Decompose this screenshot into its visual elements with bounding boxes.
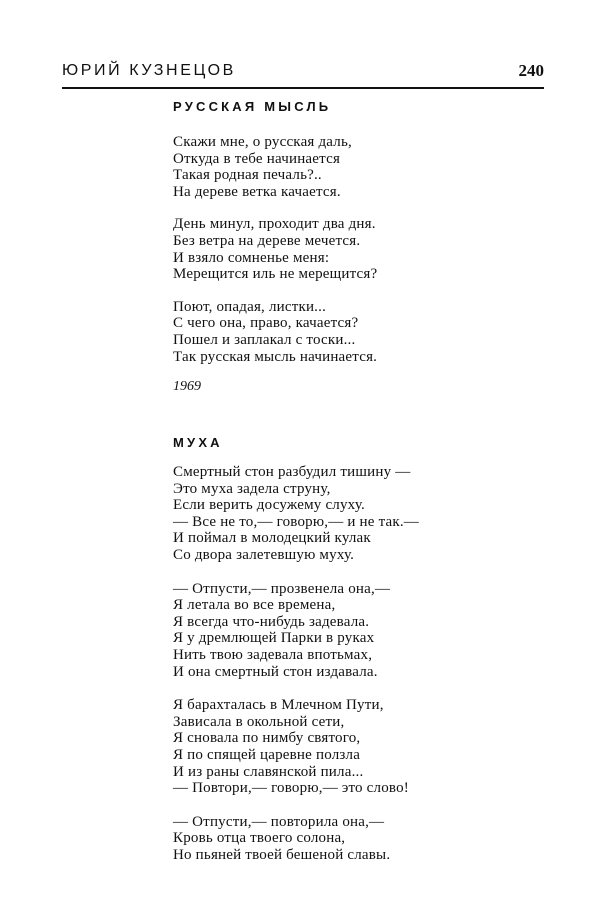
running-head-author: ЮРИЙ КУЗНЕЦОВ bbox=[62, 62, 236, 79]
stanza bbox=[173, 299, 473, 365]
verse-line: Зависала в окольной сети, bbox=[173, 713, 345, 730]
verse-line: С чего она, право, качается? bbox=[173, 315, 359, 332]
verse-line: — Все не то,— говорю,— и не так.— bbox=[173, 513, 420, 530]
verse-line: Скажи мне, о русская даль, bbox=[173, 134, 352, 150]
stanza bbox=[173, 216, 473, 282]
verse-line: — Отпусти,— повторила она,— bbox=[173, 813, 385, 830]
verse-line: Я летала во все времена, bbox=[173, 597, 336, 614]
stanza bbox=[173, 814, 473, 864]
verse-line: — Отпусти,— прозвенела она,— bbox=[173, 580, 391, 597]
verse-line: Но пьяней твоей бешеной славы. bbox=[173, 846, 391, 863]
verse-line: Со двора залетевшую муху. bbox=[173, 546, 355, 563]
verse-line: Поют, опадая, листки... bbox=[173, 298, 327, 315]
running-head bbox=[62, 61, 544, 85]
verse-line: Смертный стон разбудил тишину — bbox=[173, 464, 411, 480]
poem-date: 1969 bbox=[173, 379, 201, 395]
verse-line: И взяло сомненье меня: bbox=[173, 249, 330, 266]
verse-line: Так русская мысль начинается. bbox=[173, 348, 378, 365]
verse-line: Пошел и заплакал с тоски... bbox=[173, 331, 356, 348]
page-number: 240 bbox=[518, 61, 544, 80]
header-rule bbox=[62, 87, 544, 89]
stanza bbox=[173, 134, 473, 200]
verse-line: Без ветра на дереве мечется. bbox=[173, 232, 361, 249]
verse-line: Я всегда что-нибудь задевала. bbox=[173, 613, 370, 630]
verse-line: На дереве ветка качается. bbox=[173, 183, 341, 200]
verse-line: Я по спящей царевне ползла bbox=[173, 746, 361, 763]
verse-line: И поймал в молодецкий кулак bbox=[173, 530, 371, 547]
verse-line: Я барахталась в Млечном Пути, bbox=[173, 697, 384, 714]
stanza bbox=[173, 464, 473, 564]
poem-russkaya-mysl bbox=[173, 96, 473, 396]
verse-line: Я у дремлющей Парки в руках bbox=[173, 630, 375, 647]
poem-title: РУССКАЯ МЫСЛЬ bbox=[173, 99, 332, 114]
verse-line: Нить твою задевала впотьмах, bbox=[173, 646, 373, 663]
verse-line: Это муха задела струну, bbox=[173, 480, 331, 497]
verse-line: Я сновала по нимбу святого, bbox=[173, 730, 361, 747]
verse-line: Откуда в тебе начинается bbox=[173, 150, 341, 167]
poem-mukha bbox=[173, 432, 473, 863]
stanza bbox=[173, 581, 473, 681]
poem-title: МУХА bbox=[173, 435, 223, 450]
stanza bbox=[173, 697, 473, 797]
verse-line: — Повтори,— говорю,— это слово! bbox=[173, 780, 410, 797]
verse-line: И из раны славянской пила... bbox=[173, 763, 364, 780]
verse-line: День минул, проходит два дня. bbox=[173, 216, 376, 233]
verse-line: Такая родная печаль?.. bbox=[173, 167, 322, 184]
verse-line: Если верить досужему слуху. bbox=[173, 497, 365, 514]
verse-line: Кровь отца твоего солона, bbox=[173, 830, 346, 847]
verse-line: И она смертный стон издавала. bbox=[173, 663, 378, 680]
verse-line: Мерещится иль не мерещится? bbox=[173, 266, 378, 283]
